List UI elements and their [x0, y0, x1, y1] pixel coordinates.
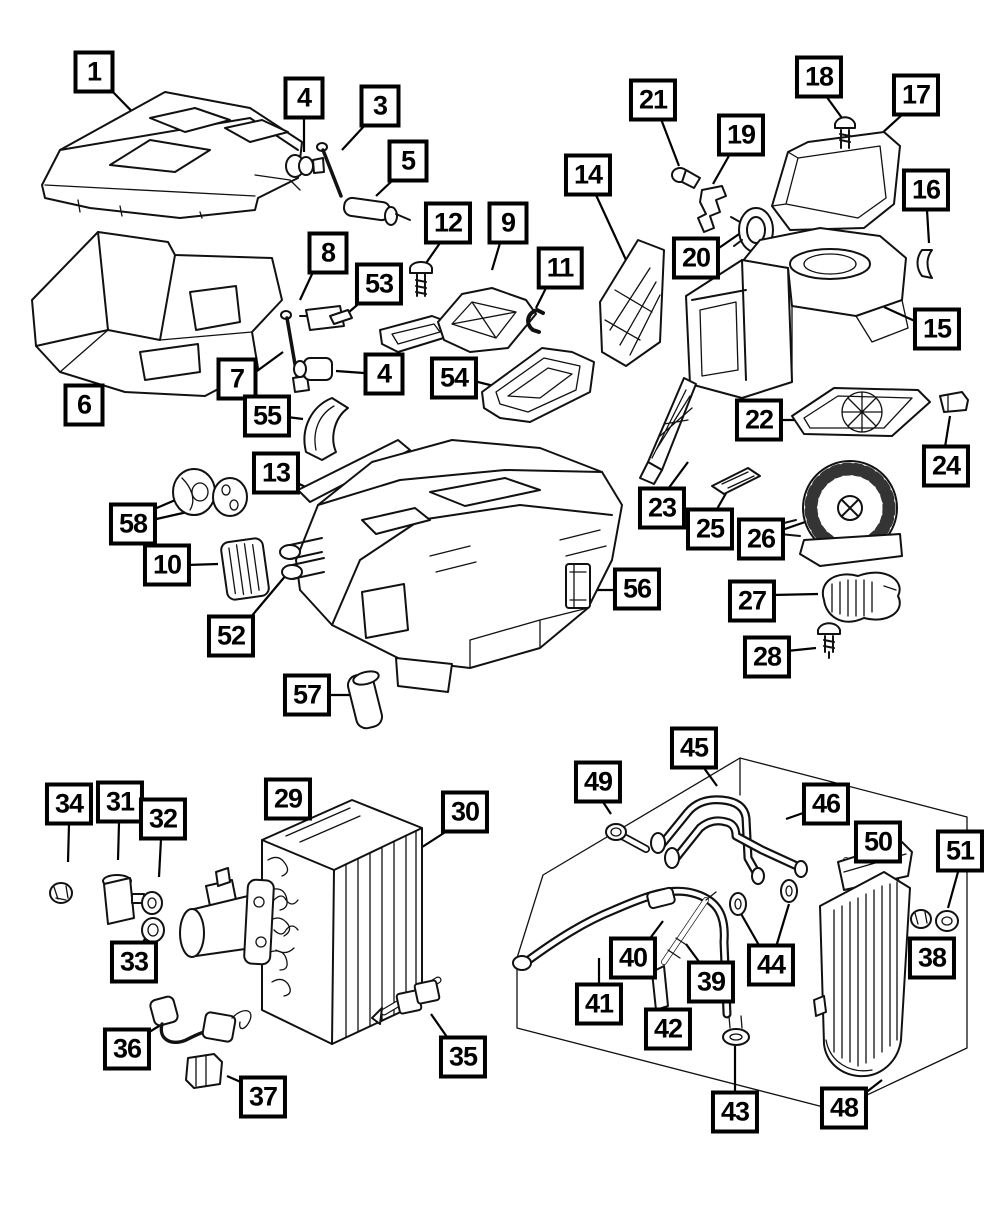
callout-box-43[interactable]: 43: [711, 1091, 759, 1134]
leader-line-44: [740, 912, 760, 947]
callout-box-46[interactable]: 46: [802, 783, 850, 826]
callout-box-21[interactable]: 21: [629, 79, 677, 122]
callout-box-28[interactable]: 28: [743, 636, 791, 679]
part-harness-drawing: [149, 995, 251, 1042]
callout-box-36[interactable]: 36: [103, 1028, 151, 1071]
part-valve-drawing: [103, 875, 144, 924]
leader-line-19: [713, 154, 730, 184]
leader-line-35: [431, 1014, 447, 1037]
callout-box-6[interactable]: 6: [64, 384, 105, 427]
callout-box-33[interactable]: 33: [110, 941, 158, 984]
part-resistor-drawing: [823, 573, 900, 622]
callout-box-55[interactable]: 55: [243, 395, 291, 438]
leader-line-28: [787, 648, 816, 651]
callout-box-16[interactable]: 16: [902, 169, 950, 212]
leader-line-7: [257, 352, 283, 371]
part-blower-motor-drawing: [780, 461, 902, 566]
nut-icon: [911, 910, 958, 931]
part-seal-frame-drawing: [482, 348, 594, 422]
leader-line-31: [118, 823, 119, 860]
callout-box-23[interactable]: 23: [638, 487, 686, 530]
leader-line-24: [945, 416, 950, 447]
callout-box-52[interactable]: 52: [207, 615, 255, 658]
part-bracket-drawing: [698, 186, 726, 232]
callout-box-53[interactable]: 53: [355, 263, 403, 306]
leader-line-45: [704, 768, 717, 786]
callout-box-8[interactable]: 8: [308, 232, 349, 275]
leader-line-4: [336, 371, 364, 373]
nut-icon: [50, 883, 72, 903]
leader-line-49: [603, 802, 611, 814]
callout-box-20[interactable]: 20: [672, 237, 720, 280]
callout-box-22[interactable]: 22: [735, 399, 783, 442]
callout-box-31[interactable]: 31: [96, 781, 144, 824]
callout-box-19[interactable]: 19: [717, 114, 765, 157]
part-filter-drawing: [600, 240, 664, 366]
callout-box-13[interactable]: 13: [252, 452, 300, 495]
callout-box-10[interactable]: 10: [143, 544, 191, 587]
callout-box-5[interactable]: 5: [388, 140, 429, 183]
callout-box-17[interactable]: 17: [892, 74, 940, 117]
leader-line-16: [927, 210, 929, 243]
leader-line-23: [668, 462, 688, 489]
part-insert-drawing: [220, 537, 270, 600]
callout-box-3[interactable]: 3: [360, 85, 401, 128]
callout-box-27[interactable]: 27: [728, 580, 776, 623]
part-clip-drawing: [940, 392, 968, 412]
callout-box-40[interactable]: 40: [609, 937, 657, 980]
callout-box-42[interactable]: 42: [644, 1008, 692, 1051]
oring-icon: [723, 1016, 749, 1045]
callout-box-9[interactable]: 9: [488, 202, 529, 245]
callout-box-29[interactable]: 29: [264, 778, 312, 821]
part-clip-drawing: [918, 250, 933, 278]
callout-box-15[interactable]: 15: [913, 308, 961, 351]
part-drain-tube-drawing: [346, 669, 384, 730]
part-mount-plate-drawing: [792, 388, 930, 436]
part-heater-core-drawing: [814, 842, 912, 1076]
part-cover-drawing: [772, 132, 900, 230]
oring-icon: [142, 892, 164, 942]
leader-line-11: [536, 288, 546, 308]
callout-box-11[interactable]: 11: [537, 247, 584, 290]
leader-line-44: [776, 904, 789, 947]
callout-box-14[interactable]: 14: [564, 154, 612, 197]
callout-box-45[interactable]: 45: [670, 727, 718, 770]
leader-line-51: [948, 872, 958, 908]
callout-box-58[interactable]: 58: [109, 503, 157, 546]
bolt-icon: [606, 824, 646, 849]
part-distribution-duct-drawing: [380, 288, 536, 352]
leader-line-9: [492, 243, 500, 270]
callout-box-1[interactable]: 1: [74, 51, 115, 94]
leader-line-8: [300, 272, 313, 300]
leader-line-21: [661, 119, 679, 166]
leader-line-3: [342, 124, 366, 150]
callout-box-26[interactable]: 26: [737, 518, 785, 561]
part-round-seals-drawing: [173, 469, 247, 516]
leader-line-27: [772, 594, 818, 595]
callout-box-37[interactable]: 37: [239, 1076, 287, 1119]
screw-icon: [818, 623, 840, 658]
callout-box-4[interactable]: 4: [284, 77, 325, 120]
part-clip-drawing: [186, 1054, 222, 1088]
callout-box-32[interactable]: 32: [139, 798, 187, 841]
part-main-unit-drawing: [280, 398, 622, 692]
callout-box-39[interactable]: 39: [687, 961, 735, 1004]
callout-box-56[interactable]: 56: [613, 568, 661, 611]
callout-box-48[interactable]: 48: [820, 1087, 868, 1130]
callout-box-57[interactable]: 57: [283, 674, 331, 717]
leader-line-34: [68, 824, 69, 862]
part-sensor-top-drawing: [286, 155, 324, 177]
callout-box-49[interactable]: 49: [574, 761, 622, 804]
screw-icon: [410, 262, 432, 296]
part-vane-drawing: [640, 378, 696, 484]
leader-line-10: [187, 564, 218, 565]
part-grate-drawing: [712, 468, 760, 494]
leader-line-32: [159, 839, 161, 877]
callout-box-24[interactable]: 24: [922, 445, 970, 488]
callout-box-50[interactable]: 50: [854, 821, 902, 864]
callout-box-7[interactable]: 7: [217, 358, 258, 401]
part-upper-housing-drawing: [42, 92, 302, 218]
callout-box-34[interactable]: 34: [45, 783, 93, 826]
callout-box-25[interactable]: 25: [686, 508, 734, 551]
callout-box-41[interactable]: 41: [575, 983, 623, 1026]
callout-box-38[interactable]: 38: [908, 937, 956, 980]
part-sensor-drawing: [672, 168, 700, 188]
callout-box-35[interactable]: 35: [439, 1036, 487, 1079]
callout-box-18[interactable]: 18: [795, 56, 843, 99]
callout-box-51[interactable]: 51: [936, 830, 984, 873]
leader-line-18: [826, 96, 842, 118]
callout-box-4[interactable]: 4: [364, 353, 405, 396]
part-heater-pipes-drawing: [651, 800, 807, 884]
callout-box-54[interactable]: 54: [430, 357, 478, 400]
callout-box-12[interactable]: 12: [424, 202, 472, 245]
part-channel-drawing: [566, 564, 590, 608]
callout-box-44[interactable]: 44: [747, 944, 795, 987]
callout-box-30[interactable]: 30: [441, 791, 489, 834]
